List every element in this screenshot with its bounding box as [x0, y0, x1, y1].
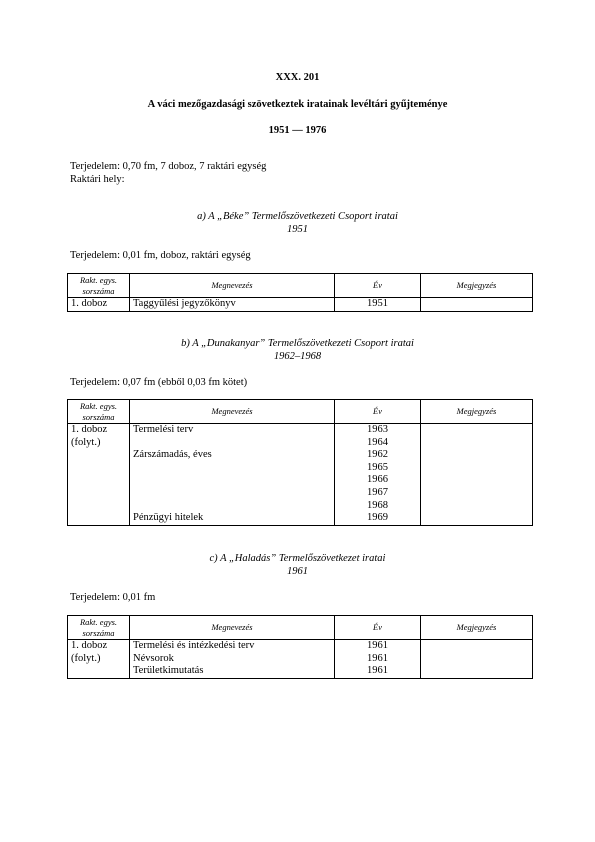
section-extent-b: Terjedelem: 0,07 fm (ebből 0,03 fm kötet): [70, 377, 248, 388]
total-extent: Terjedelem: 0,70 fm, 7 doboz, 7 raktári egység: [70, 161, 267, 172]
note-cell: [421, 298, 533, 312]
table-row: [68, 640, 533, 679]
column-header-box: Rakt. egys. sorszáma: [68, 274, 130, 298]
column-header-year: Év: [335, 616, 421, 640]
section-title-a: a) A „Béke” Termelőszövetkezeti Csoport iratai: [197, 211, 398, 222]
column-header-name: Megnevezés: [130, 274, 335, 298]
column-header-note: Megjegyzés: [421, 616, 533, 640]
storage-location: Raktári hely:: [70, 174, 125, 185]
column-header-box: Rakt. egys. sorszáma: [68, 616, 130, 640]
year-cell: 1963 1964 1962 1965 1966 1967 1968 1969: [335, 424, 421, 526]
fonds-code: XXX. 201: [275, 72, 320, 83]
column-header-box: Rakt. egys. sorszáma: [68, 400, 130, 424]
table-header-row: [68, 274, 533, 298]
section-title-b: b) A „Dunakanyar” Termelőszövetkezeti Csoport iratai: [181, 338, 414, 349]
section-years-a: 1951: [287, 224, 308, 235]
section-title-c: c) A „Haladás” Termelőszövetkezet iratai: [209, 553, 386, 564]
year-cell: 1961 1961 1961: [335, 640, 421, 679]
section-years-c: 1961: [287, 566, 308, 577]
section-years-b: 1962–1968: [273, 351, 322, 362]
box-cell: 1. doboz: [68, 298, 130, 312]
column-header-name: Megnevezés: [130, 616, 335, 640]
document-title: A váci mezőgazdasági szövetkeztek iratainak levéltári gyűjteménye: [147, 99, 448, 110]
name-cell: Termelési terv Zárszámadás, éves Pénzügyi hitelek: [130, 424, 335, 526]
column-header-name: Megnevezés: [130, 400, 335, 424]
table-header-row: [68, 616, 533, 640]
section-extent-c: Terjedelem: 0,01 fm: [70, 592, 156, 603]
name-cell: Taggyűlési jegyzőkönyv: [130, 298, 335, 312]
section-table-c: [67, 615, 533, 679]
table-row: [68, 298, 533, 312]
note-cell: [421, 424, 533, 526]
table-header-row: [68, 400, 533, 424]
column-header-note: Megjegyzés: [421, 400, 533, 424]
note-cell: [421, 640, 533, 679]
column-header-year: Év: [335, 400, 421, 424]
box-cell: 1. doboz (folyt.): [68, 640, 130, 679]
year-cell: 1951: [335, 298, 421, 312]
document-years: 1951 — 1976: [268, 125, 327, 136]
section-table-a: [67, 273, 533, 312]
column-header-note: Megjegyzés: [421, 274, 533, 298]
section-extent-a: Terjedelem: 0,01 fm, doboz, raktári egység: [70, 250, 251, 261]
box-cell: 1. doboz (folyt.): [68, 424, 130, 526]
name-cell: Termelési és intézkedési terv Névsorok Területkimutatás: [130, 640, 335, 679]
section-table-b: [67, 399, 533, 526]
column-header-year: Év: [335, 274, 421, 298]
table-row: [68, 424, 533, 526]
